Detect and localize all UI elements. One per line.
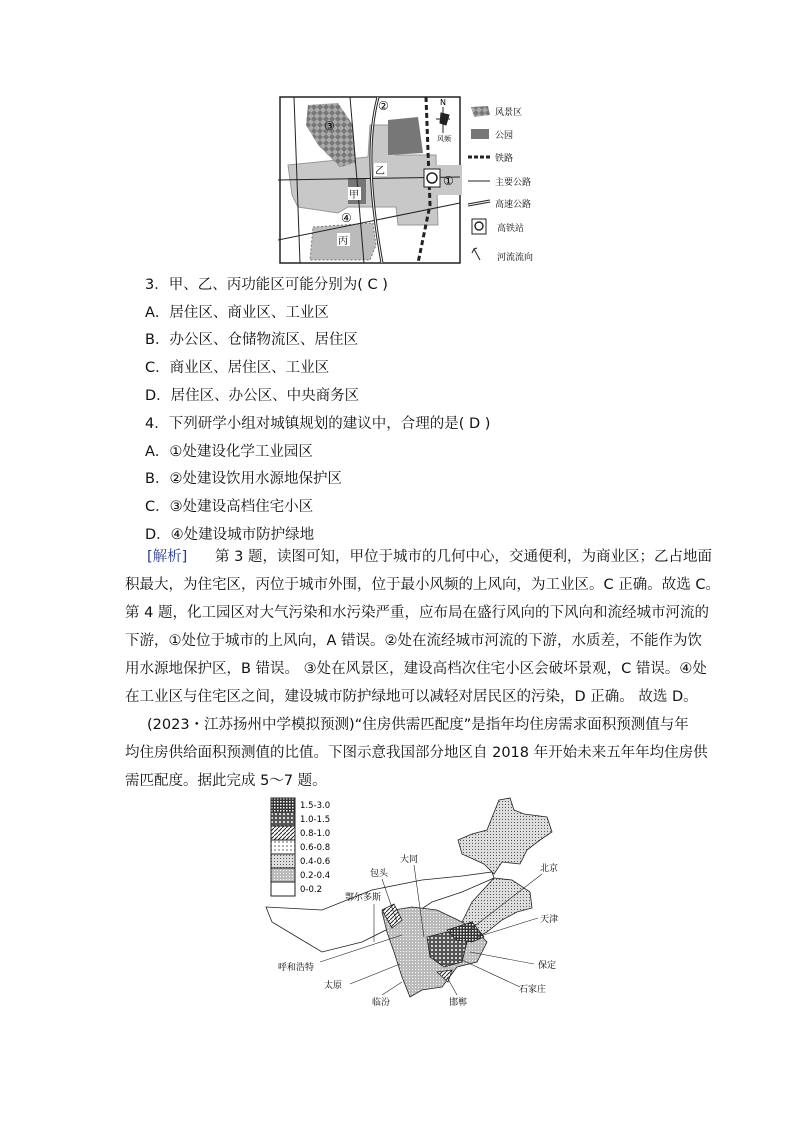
svg-text:0-0.2: 0-0.2 bbox=[300, 885, 322, 895]
intro-line: (2023・江苏扬州中学模拟预测)“住房供需匹配度”是指年均住房需求面积预测值与年 bbox=[147, 717, 689, 733]
label-circle2: ② bbox=[378, 99, 389, 113]
city-datong: 大同 bbox=[400, 855, 419, 865]
svg-text:高速公路: 高速公路 bbox=[495, 200, 532, 210]
svg-text:铁路: 铁路 bbox=[495, 154, 514, 164]
q3-stem: 3．甲、乙、丙功能区可能分别为( C ) bbox=[145, 277, 388, 293]
svg-text:主要公路: 主要公路 bbox=[495, 178, 532, 188]
svg-text:0.6-0.8: 0.6-0.8 bbox=[300, 843, 331, 853]
svg-text:0.2-0.4: 0.2-0.4 bbox=[300, 871, 331, 881]
analysis-first-line bbox=[147, 547, 712, 567]
map-legend bbox=[271, 798, 330, 896]
analysis-line: 第 3 题，读图可知，甲位于城市的几何中心，交通便利，为商业区；乙占地面 bbox=[215, 549, 712, 565]
city-tianjin: 天津 bbox=[540, 915, 559, 925]
q4-option-c: C．③处建设高档住宅小区 bbox=[145, 499, 314, 515]
label-bing: 丙 bbox=[338, 236, 348, 247]
intro-line: 均住房供给面积预测值的比值。下图示意我国部分地区自 2018 年开始未来五年年均住房供 bbox=[125, 745, 708, 761]
city-shijiazhuang: 石家庄 bbox=[519, 985, 547, 995]
svg-text:河流流向: 河流流向 bbox=[497, 253, 534, 263]
analysis-line: 用水源地保护区，B 错误。 ③处在风景区，建设高档次住宅小区会破坏景观，C 错误。④处 bbox=[125, 661, 707, 677]
scenic-legend-icon bbox=[471, 106, 490, 117]
park-legend-icon bbox=[471, 129, 489, 139]
svg-text:0.4-0.6: 0.4-0.6 bbox=[300, 857, 331, 867]
q3-option-c: C．商业区、居住区、工业区 bbox=[145, 360, 330, 376]
wind-freq-label: 风频 bbox=[437, 135, 451, 143]
station-legend-icon bbox=[472, 219, 486, 234]
q3-option-d: D．居住区、办公区、中央商务区 bbox=[145, 388, 360, 404]
housing-match-map bbox=[262, 792, 572, 1010]
label-circle3: ③ bbox=[324, 119, 335, 133]
city-hohhot: 呼和浩特 bbox=[278, 963, 315, 973]
svg-text:1.5-3.0: 1.5-3.0 bbox=[300, 801, 331, 811]
q4-option-b: B．②处建设饮用水源地保护区 bbox=[145, 471, 342, 487]
q4-option-a: A．①处建设化学工业园区 bbox=[145, 444, 313, 460]
label-jia: 甲 bbox=[349, 190, 359, 201]
north-label: N bbox=[440, 98, 446, 107]
label-circle1: ① bbox=[443, 174, 454, 188]
city-linfen: 临汾 bbox=[372, 998, 391, 1008]
city-baotou: 包头 bbox=[370, 869, 389, 879]
analysis-line: 下游，①处位于城市的上风向，A 错误。②处在流经城市河流的下游，水质差，不能作为饮 bbox=[125, 633, 703, 649]
svg-text:1.0-1.5: 1.0-1.5 bbox=[300, 815, 331, 825]
river-arrow-icon bbox=[472, 248, 480, 260]
city-taiyuan: 太原 bbox=[324, 981, 343, 991]
svg-text:风景区: 风景区 bbox=[495, 108, 523, 118]
label-circle4: ④ bbox=[341, 211, 352, 225]
svg-text:0.8-1.0: 0.8-1.0 bbox=[300, 829, 331, 839]
intro-line: 需匹配度。据此完成 5～7 题。 bbox=[125, 773, 327, 789]
label-yi: 乙 bbox=[375, 166, 385, 177]
city-planning-map bbox=[278, 95, 568, 267]
q3-option-a: A．居住区、商业区、工业区 bbox=[145, 305, 329, 321]
analysis-line: 积最大，为住宅区，丙位于城市外围，位于最小风频的上风向，为工业区。C 正确。故选 C。 bbox=[125, 577, 720, 593]
q3-option-b: B．办公区、仓储物流区、居住区 bbox=[145, 332, 358, 348]
city-ordos: 鄂尔多斯 bbox=[345, 893, 382, 903]
q4-stem: 4．下列研学小组对城镇规划的建议中，合理的是( D ) bbox=[145, 416, 491, 432]
analysis-line: 第 4 题，化工园区对大气污染和水污染严重，应布局在盛行风向的下风向和流经城市河流的 bbox=[125, 605, 709, 621]
svg-text:公园: 公园 bbox=[495, 131, 514, 141]
northeast-region bbox=[458, 798, 552, 874]
park bbox=[388, 117, 423, 155]
city-baoding: 保定 bbox=[538, 961, 557, 971]
city-beijing: 北京 bbox=[540, 864, 559, 874]
city-handan: 邯郸 bbox=[449, 998, 468, 1008]
analysis-tag: [解析] bbox=[147, 549, 188, 565]
map-legend bbox=[468, 106, 533, 263]
q4-option-d: D．④处建设城市防护绿地 bbox=[145, 527, 315, 543]
svg-text:高铁站: 高铁站 bbox=[497, 224, 525, 234]
analysis-line: 在工业区与住宅区之间，建设城市防护绿地可以减轻对居民区的污染，D 正确。 故选 D。 bbox=[125, 689, 698, 705]
